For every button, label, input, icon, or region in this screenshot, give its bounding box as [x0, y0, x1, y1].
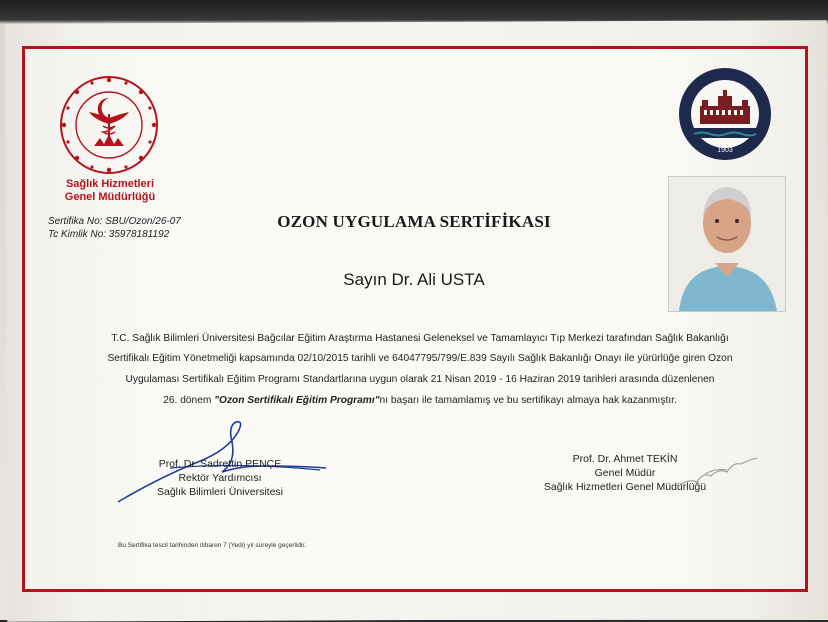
- body-line-2: Sertifikalı Eğitim Yönetmeliği kapsamında 02/10/2015 tarihli ve 64047795/799/E.839 Sayılı Sağlık Bakanlığı Onayı ile yürürlüğe giren Ozon: [107, 353, 733, 364]
- right-signature-scribble: [675, 452, 775, 492]
- left-signatory-role: Rektör Yardımcısı: [178, 472, 262, 484]
- body-line-1: T.C. Sağlık Bilimleri Üniversitesi Bağcılar Eğitim Araştırma Hastanesi Geleneksel ve Tamamlayıcı Tıp Merkezi tarafından Sağlık Bakanlığı: [111, 333, 729, 344]
- right-signatory-role: Genel Müdür: [594, 467, 656, 479]
- tc-id-number: Tc Kimlik No: 35978181192: [48, 229, 170, 240]
- right-signatory-org: Sağlık Hizmetleri Genel Müdürlüğü: [543, 481, 707, 493]
- ministry-seal-icon: [58, 74, 160, 176]
- recipient-name: Sayın Dr. Ali USTA: [343, 270, 485, 289]
- program-name: "Ozon Sertifikalı Eğitim Programı": [214, 395, 380, 406]
- left-signatory-name: Prof. Dr. Sadrettin PENÇE: [158, 458, 282, 470]
- recipient-photo: [668, 176, 786, 312]
- body-line-4: [40, 395, 800, 406]
- certificate-number: Sertifika No: SBU/Ozon/26-07: [48, 216, 181, 227]
- left-signatory-org: Sağlık Bilimleri Üniversitesi: [156, 486, 284, 498]
- body-line-4-suffix: nı başarı ile tamamlamış ve bu sertifikayı almaya hak kazanmıştır.: [379, 395, 677, 406]
- body-line-3: Uygulaması Sertifikalı Eğitim Programı Standartlarına uygun olarak 21 Nisan 2019 - 16 Haziran 2019 tarihleri arasında düzenlenen: [125, 374, 715, 385]
- ministry-name-line2: Genel Müdürlüğü: [64, 191, 156, 203]
- university-logo-icon: [676, 62, 774, 166]
- body-line-4-prefix: 26. dönem: [163, 395, 215, 406]
- certificate-title: OZON UYGULAMA SERTİFİKASI: [277, 212, 551, 231]
- ministry-name-line1: Sağlık Hizmetleri: [65, 178, 155, 190]
- right-signatory-name: Prof. Dr. Ahmet TEKİN: [572, 453, 678, 465]
- validity-footnote: Bu Sertifika tescil tarihinden itibaren 7 (Yedi) yıl süreyle geçerlidir.: [118, 542, 306, 549]
- svg-text:1903: 1903: [717, 147, 733, 154]
